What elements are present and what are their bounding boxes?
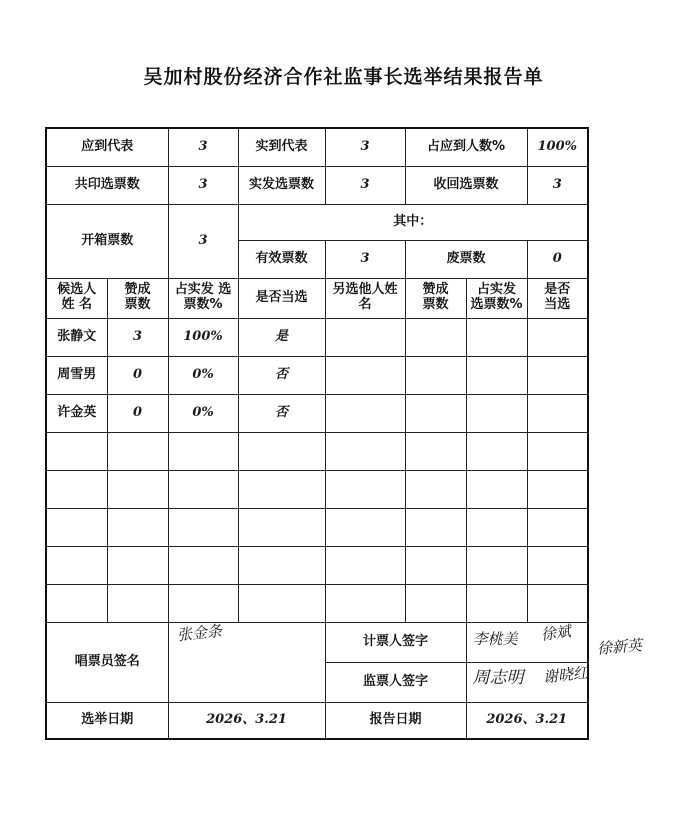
header-cell	[405, 278, 466, 318]
header-cell	[238, 278, 325, 318]
form-row-attendance	[46, 128, 588, 166]
candidate-votes: 0	[107, 356, 168, 394]
report-date-label: 报告日期	[325, 702, 466, 739]
supervisor-signature-cell	[466, 662, 588, 702]
table-row	[46, 394, 588, 432]
page-title: 吴加村股份经济合作社监事长选举结果报告单	[143, 66, 544, 88]
actual-representatives-label: 实到代表	[238, 128, 325, 166]
header-votes-for: 赞成 票数	[124, 282, 151, 312]
form-row-ballots	[46, 166, 588, 204]
candidate-name: 张静文	[46, 318, 107, 356]
header-cell	[46, 278, 107, 318]
caller-signature-cell	[168, 622, 325, 702]
candidate-votes: 0	[107, 394, 168, 432]
form-row-opened	[46, 204, 588, 240]
attendance-percent-value: 100%	[527, 128, 588, 166]
empty-cell	[527, 318, 588, 356]
header-candidate-name: 候选人 姓 名	[57, 282, 97, 312]
header-votes-percent: 占实发 选 票数%	[174, 282, 232, 312]
valid-ballots-label: 有效票数	[238, 240, 325, 278]
supervisor-signature-label: 监票人签字	[325, 662, 466, 702]
empty-cell	[527, 356, 588, 394]
empty-cell	[405, 356, 466, 394]
table-row	[46, 432, 588, 470]
header-cell	[466, 278, 527, 318]
report-date-value: 2026、3.21	[466, 702, 588, 739]
header-other-candidate: 另选他人姓 名	[332, 282, 398, 312]
header-elected: 是否当选	[255, 289, 308, 305]
candidate-percent: 0%	[168, 356, 238, 394]
candidate-elected: 是	[238, 318, 325, 356]
counter-signature-3: 徐新英	[595, 635, 643, 658]
table-row	[46, 470, 588, 508]
table-row	[46, 584, 588, 622]
printed-ballots-label: 共印选票数	[46, 166, 168, 204]
empty-cell	[527, 394, 588, 432]
table-row	[46, 546, 588, 584]
empty-cell	[405, 394, 466, 432]
empty-cell	[325, 356, 405, 394]
table-row	[46, 508, 588, 546]
opened-ballots-value: 3	[168, 204, 238, 278]
collected-ballots-value: 3	[527, 166, 588, 204]
supervisor-signature-2: 谢晓红	[541, 663, 589, 686]
due-representatives-label: 应到代表	[46, 128, 168, 166]
header-other-votes-percent: 占实发 选票数%	[470, 282, 523, 312]
attendance-percent-label: 占应到人数%	[405, 128, 527, 166]
invalid-ballots-label: 废票数	[405, 240, 527, 278]
counter-signature-label: 计票人签字	[325, 622, 466, 662]
opened-ballots-label: 开箱票数	[46, 204, 168, 278]
empty-cell	[325, 394, 405, 432]
candidate-percent: 0%	[168, 394, 238, 432]
candidate-elected: 否	[238, 356, 325, 394]
invalid-ballots-value: 0	[527, 240, 588, 278]
actual-representatives-value: 3	[325, 128, 405, 166]
among-label: 其中：	[238, 204, 588, 240]
candidate-table-header	[46, 278, 588, 318]
header-cell	[325, 278, 405, 318]
supervisor-signature-1: 周志明	[472, 667, 524, 688]
issued-ballots-value: 3	[325, 166, 405, 204]
empty-cell	[466, 394, 527, 432]
form-row-dates	[46, 702, 588, 739]
issued-ballots-label: 实发选票数	[238, 166, 325, 204]
valid-ballots-value: 3	[325, 240, 405, 278]
election-date-label: 选举日期	[46, 702, 168, 739]
counter-signature-cell	[466, 621, 643, 662]
empty-cell	[325, 318, 405, 356]
table-row	[46, 318, 588, 356]
header-other-votes-for: 赞成 票数	[422, 282, 449, 312]
header-cell	[527, 278, 588, 318]
collected-ballots-label: 收回选票数	[405, 166, 527, 204]
empty-cell	[466, 318, 527, 356]
table-row	[46, 356, 588, 394]
header-cell	[168, 278, 238, 318]
election-date-value: 2026、3.21	[168, 702, 325, 739]
caller-signature: 张金条	[175, 621, 223, 644]
candidate-percent: 100%	[168, 318, 238, 356]
counter-signature-1: 李桃美	[472, 629, 518, 648]
counter-signature-2: 徐斌	[539, 621, 572, 644]
candidate-name: 许金英	[46, 394, 107, 432]
header-other-elected: 是否 当选	[544, 282, 571, 312]
due-representatives-value: 3	[168, 128, 238, 166]
printed-ballots-value: 3	[168, 166, 238, 204]
empty-cell	[466, 356, 527, 394]
candidate-votes: 3	[107, 318, 168, 356]
form-row-signatures-top	[46, 622, 588, 662]
candidate-name: 周雪男	[46, 356, 107, 394]
candidate-elected: 否	[238, 394, 325, 432]
header-cell	[107, 278, 168, 318]
caller-signature-label: 唱票员签名	[46, 622, 168, 702]
empty-cell	[405, 318, 466, 356]
election-result-form	[45, 127, 643, 740]
